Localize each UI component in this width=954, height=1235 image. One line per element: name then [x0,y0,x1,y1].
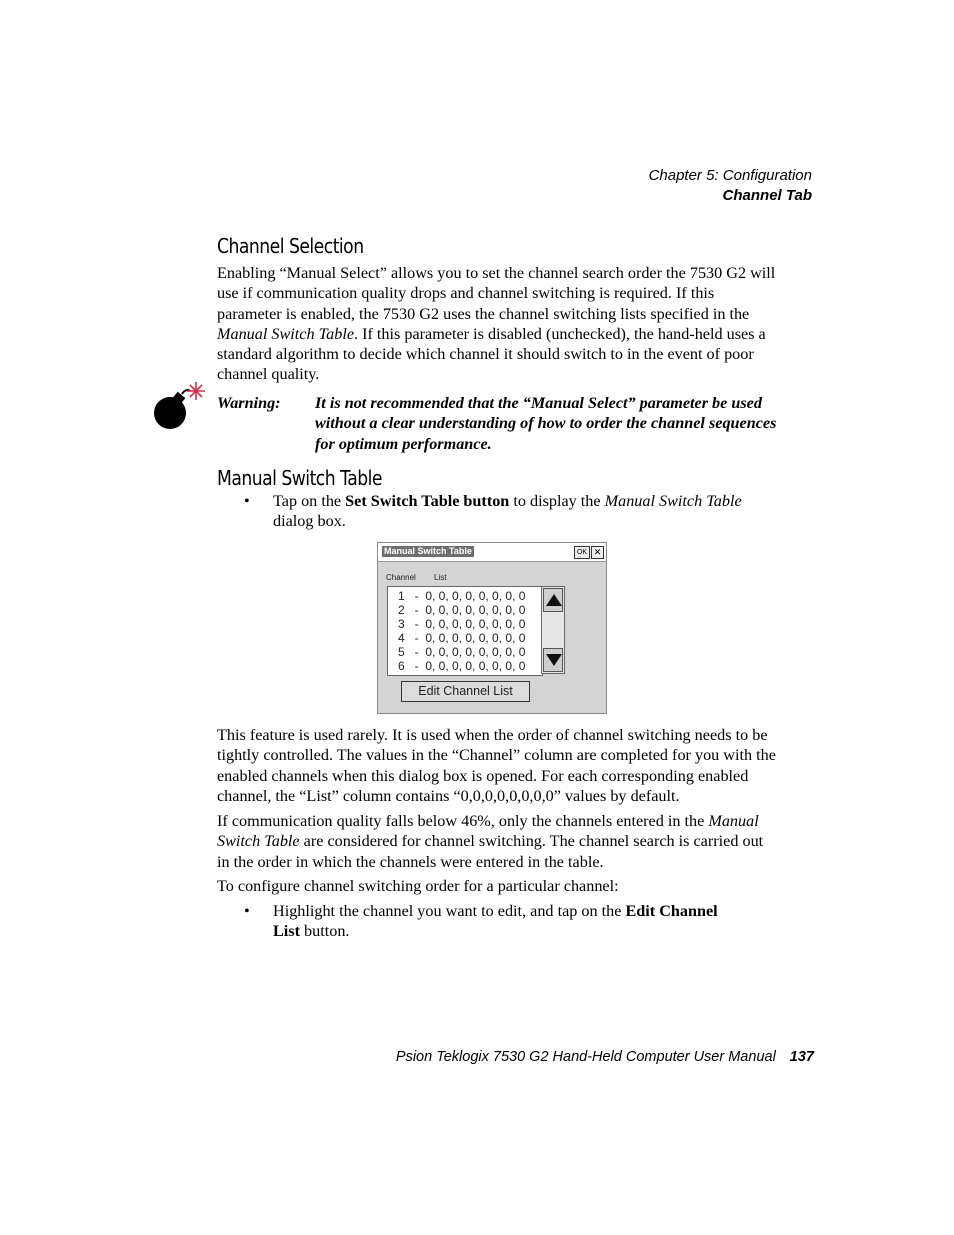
dialog-title: Manual Switch Table [384,546,472,556]
bullet-1-pre: Tap on the [273,492,346,510]
bullet-2-pre: Highlight the channel you want to edit, and tap on the [273,902,626,920]
feature-paragraph: This feature is used rarely. It is used when the order of channel switching needs to be tightly controlled. The values in the “Channel” column are completed for you with the enabled channels when this dialog box is opened. For each corresponding enabled channel, the “List” column contains “0,0,0,0,0,0,0,0” values by default. [217,726,776,805]
arrow-up-icon [546,594,562,606]
bullet-set-switch-table [217,491,779,533]
arrow-down-icon [546,654,562,666]
column-header-list: List [434,573,447,582]
footer-title: Psion Teklogix 7530 G2 Hand-Held Computer User Manual [395,1049,776,1065]
bullet-1-emphasis: Manual Switch Table [604,492,742,510]
para-3-emphasis: Manual Switch Table [217,812,759,851]
list-scrollbar[interactable] [541,586,565,674]
warning-text: It is not recommended that the “Manual Select” parameter be used without a clear understanding of how to order the channel sequences for optimum performance. [315,394,777,453]
list-item[interactable]: 2 - 0, 0, 0, 0, 0, 0, 0, 0 [398,603,526,617]
bullet-text [273,491,763,532]
page-number: 137 [789,1049,814,1065]
bullet-1-mid: to display the [509,492,605,510]
quality-paragraph [217,811,779,872]
edit-channel-list-button[interactable]: Edit Channel List [401,681,530,702]
list-item[interactable]: 6 - 0, 0, 0, 0, 0, 0, 0, 0 [398,659,526,673]
list-item[interactable]: 5 - 0, 0, 0, 0, 0, 0, 0, 0 [398,645,526,659]
bomb-warning-icon [150,380,208,432]
bullet-marker: • [244,902,250,920]
para-1-emphasis: Manual Switch Table [217,324,354,343]
bullet-1-end: dialog box. [273,512,346,531]
para-3-end: are considered for channel switching. The channel search is carried out in the order in which the channels were entered in the table. [217,832,764,871]
bullet-2-bold: Edit Channel List [273,902,718,941]
scroll-down-button[interactable] [543,648,563,672]
chapter-header: Chapter 5: Configuration [648,167,812,184]
manual-switch-table-dialog [377,542,607,714]
ok-button[interactable]: OK [574,546,590,559]
scroll-up-button[interactable] [543,588,563,612]
channel-selection-heading: Channel Selection [217,234,364,258]
list-item[interactable]: 3 - 0, 0, 0, 0, 0, 0, 0, 0 [398,617,526,631]
page-footer [396,1047,814,1067]
list-item[interactable]: 4 - 0, 0, 0, 0, 0, 0, 0, 0 [398,631,526,645]
bullet-highlight-channel [217,901,779,943]
close-icon[interactable]: ✕ [591,546,604,559]
para-1-text: Enabling “Manual Select” allows you to set the channel search order the 7530 G2 will use if communication quality drops and channel switching is required. If this parameter is enabled, the 7530 G2 uses the channel switching lists specified in the [217,264,776,323]
bullet-text [273,901,743,942]
bullet-1-bold: Set Switch Table button [345,492,510,510]
bullet-marker: • [244,492,250,510]
dialog-title-bar [378,543,606,562]
column-header-channel: Channel [386,573,416,582]
list-item[interactable]: 1 - 0, 0, 0, 0, 0, 0, 0, 0 [398,589,526,603]
para-3-pre: If communication quality falls below 46%, only the channels entered in the [217,812,709,830]
section-header: Channel Tab [722,187,812,204]
manual-switch-table-heading: Manual Switch Table [217,466,382,490]
bullet-2-end: button. [300,922,350,941]
warning-label: Warning: [217,394,281,412]
para-1-end: . If this parameter is disabled (unchecked), the hand-held uses a standard algorithm to decide which channel it should switch to in the event of poor channel quality. [217,324,766,384]
channel-list-box[interactable] [387,586,543,676]
channel-selection-paragraph [217,263,779,385]
configure-paragraph: To configure channel switching order for a particular channel: [217,877,619,895]
